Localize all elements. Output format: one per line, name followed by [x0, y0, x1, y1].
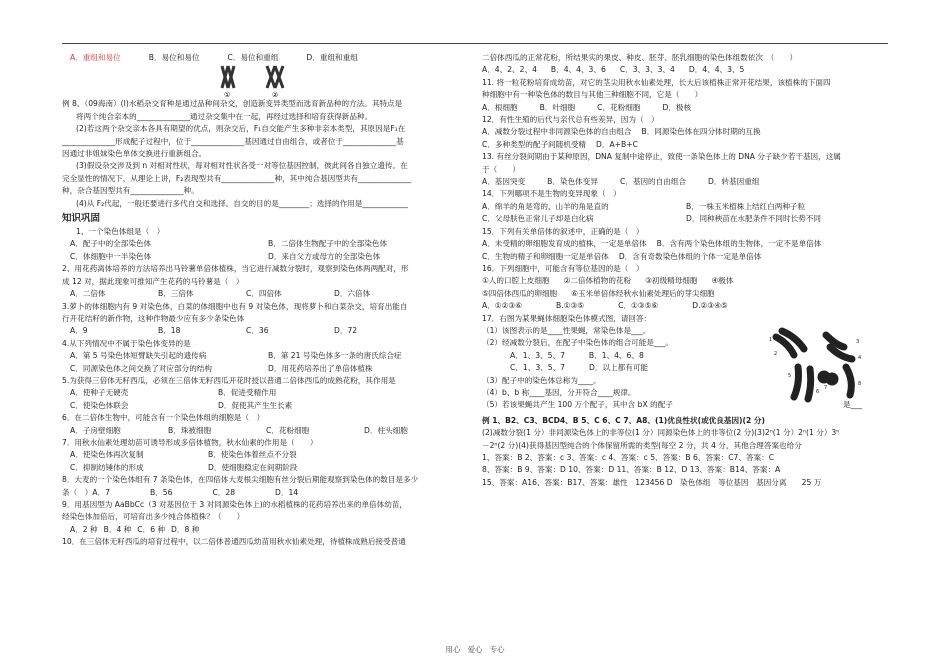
chromosome-label: 7: [824, 384, 828, 391]
text-line: 种细胞中有一种染色体的数目与其他三种细胞不同，它是（ ）: [482, 90, 703, 100]
chromosome-label: 1: [769, 336, 773, 343]
option: D．以上都有可能: [589, 363, 649, 373]
header-rule: [62, 43, 888, 44]
section-title: 知识巩固: [62, 213, 101, 225]
top-options: [62, 52, 470, 64]
option: ⑥玉米单倍体经秋水仙素处理后的芽尖细胞: [571, 288, 715, 298]
option: D．六倍体: [334, 289, 371, 299]
question-2: 2、用花药离体培养的方法培养出马铃薯单倍体植株，当它进行减数分裂时，观察到染色体两两配对，形: [62, 264, 409, 274]
answer-line: 1、答案：B 2、答案：c 3、答案：c 4、答案：c 5、答案：B 6、答案：C7、答案：C: [482, 453, 775, 462]
option: B．含有两个染色体组的生物体，一定不是单倍体: [656, 239, 822, 249]
option-c: C．易位和重组: [227, 53, 279, 62]
text-line: 是___: [843, 400, 862, 410]
option: C．6 种: [137, 524, 166, 534]
answer-line: 15、答案：A16、答案：B17、答案：雄性 123456 D 染色体组 等位基因 基因分离 25 万: [482, 477, 822, 487]
figure-label-1: ①: [224, 91, 231, 99]
question-4: 4.从下列情况中不属于染色体变异的是: [62, 338, 191, 348]
option: C．同源染色体之间交换了对应部分的结构: [70, 363, 212, 373]
option: C．多种类型的配子间随机受精: [482, 139, 587, 149]
chromosome-label: 8: [858, 380, 862, 387]
option: D．A+B+C: [596, 139, 638, 149]
chromosome-label: 5: [788, 372, 792, 379]
option: A．子房壁细胞: [70, 425, 121, 435]
option: D．同种秧苗在水肥条件不同时长势不同: [686, 214, 821, 224]
option: A．减数分裂过程中非同源染色体的自由组合: [482, 127, 632, 137]
option: C．①③⑤⑥: [618, 301, 659, 311]
option: A．使染色体再次复制: [70, 450, 144, 460]
question-17: [482, 313, 892, 412]
question-3: 3.萝卜的体细胞内有 9 对染色体，白菜的体细胞中也有 9 对染色体，现将萝卜和白菜杂交，培育出能自: [62, 301, 408, 311]
answer-line: 例 1、B2、C3、BCD4、B 5、C 6、C 7、A8、(1)优良性状(或优良基因)(2 分): [482, 415, 765, 425]
chromosome-label: 6: [816, 388, 820, 395]
text-line: （5）若该果蝇共产生 100 万个配子，其中含 bX 的配子: [482, 400, 673, 410]
option: ②二倍体植物的花粉: [563, 276, 632, 286]
option: B．促进受精作用: [218, 388, 277, 398]
answer-line: 8、答案：B 9、答案：D 10、答案：D 11、答案：B 12、D 13、答案：B14、答案：A: [482, 465, 781, 475]
option-a: A．重组和易位: [70, 53, 121, 62]
question-10: 10．在三倍体无籽西瓜的培育过程中，以二倍体普通西瓜幼苗用秋水仙素处理，待植株成熟后接受普通: [62, 537, 406, 547]
option: A．2 种: [70, 524, 98, 534]
option: A．二倍体: [70, 289, 106, 299]
option: D．用花药培养出了单倍体植株: [268, 363, 373, 373]
text-line: 17．右图为某果蝇体细胞染色体模式图，请回答：: [482, 313, 652, 323]
option: D．含有奇数染色体组的个体一定是单倍体: [618, 251, 762, 261]
option: A．1、3、5、7: [510, 350, 565, 360]
option: B．同源染色体在四分体时期的互换: [641, 127, 761, 137]
text-line: 二倍体西瓜的正常花粉，所结果实的果皮、种皮、胚芽、胚乳细胞的染色体组数依次 （ ）: [482, 53, 798, 62]
chromosome-label: 4: [858, 354, 862, 361]
option: B.①③⑤: [556, 301, 585, 311]
option: A．未受精的卵细胞发育成的植株，一定是单倍体: [482, 239, 647, 249]
chromosome-label: 3: [856, 338, 860, 345]
option: D．促使其产生生长素: [218, 400, 293, 410]
option: C．36: [246, 326, 269, 336]
option: C．父母肤色正常儿子却是白化病: [482, 214, 594, 224]
option: B．一株玉米植株上结红白两种子粒: [686, 201, 806, 211]
answer-line: －2ⁿ(2 分)(4)获得基因型纯合的个体保留所需的类型(每空 2 分，共 4 分，其他合理答案也给分: [482, 440, 802, 450]
option: B．18: [158, 326, 181, 336]
text-line: 种，杂合基因型共有______________种。: [62, 186, 199, 196]
option: B．叶细胞: [539, 102, 576, 112]
text-line: 经染色体加倍后，可培育出多少纯合体植株？（ ）: [62, 512, 245, 522]
option-b: B．易位和易位: [148, 53, 200, 62]
text-line: 成 12 对，据此现象可推知产生花药的马铃薯是（ ）: [62, 276, 244, 286]
option: A．绵羊的角是弯的，山羊的角是直的: [482, 201, 609, 211]
option: D．转基因重组: [708, 177, 760, 187]
option: C．3、3、3、4: [619, 65, 675, 75]
text-line: (3)假设杂交涉及到 n 对相对性状，每对相对性状各受一对等位基因控制，彼此间各自独立遗传。在: [76, 161, 408, 171]
question-6: 6．在二倍体生物中，可能含有一个染色体组的细胞是（ ）: [62, 413, 265, 423]
option: C．28: [212, 487, 236, 497]
option: A．基因突变: [482, 177, 526, 187]
option: A．第 5 号染色体短臂缺失引起的遗传病: [70, 351, 207, 361]
question-12: 12．有性生殖的后代与亲代总有些差异，因为（ ）: [482, 115, 659, 125]
question-5: 5.为获得三倍体无籽西瓜，必须在三倍体无籽西瓜开花时授以普通二倍体西瓜的成熟花粉，其作用是: [62, 375, 396, 385]
option: D．4、4、3、5: [688, 65, 745, 75]
option: ①人的口腔上皮细胞: [482, 276, 550, 286]
option: D．14: [275, 487, 299, 497]
figure-label-2: ②: [272, 91, 279, 99]
option: A．使种子无硬壳: [70, 388, 129, 398]
text-line: 因通过非姐妹染色单体交换进行重新组合。: [62, 149, 207, 159]
option: ③初级精母细胞: [645, 276, 698, 286]
option: A．根细胞: [482, 102, 518, 112]
option: D.②③④⑤: [692, 301, 728, 311]
text-line: 行开花结籽的新作物，这种作物最少应有多少条染色体: [62, 313, 245, 323]
question-16: 16．下列细胞中，可能含有等位基因的是（ ）: [482, 263, 644, 273]
option: B．第 21 号染色体多一条的唐氏综合症: [268, 351, 402, 361]
option: A．4、2、2、4: [482, 65, 537, 75]
option: D．8 种: [171, 524, 200, 534]
question-1: 1、一个染色体组是（ ）: [76, 227, 165, 237]
text-line: (4)从 F₂代起，一般还要进行多代自交和选择。自交的目的是________；选择的作用是____________: [76, 198, 408, 208]
option: B．4 种: [103, 524, 132, 534]
option: D．来自父方或母方的全部染色体: [268, 251, 381, 261]
option: A．①②③⑥: [482, 301, 523, 311]
option: ④极体: [711, 276, 734, 286]
option: B．染色体变异: [547, 177, 598, 187]
text-line: ______________形成配子过程中，位于______________基因通过自由组合，或者位于______________基: [62, 136, 404, 146]
text-line: （2）经减数分裂后，在配子中染色体的组合可能是___。: [482, 338, 673, 348]
page-footer: 用心 爱心 专心: [445, 645, 505, 654]
chromosome-figure: [62, 64, 470, 98]
answer-section: [482, 415, 892, 489]
right-column: [482, 52, 892, 489]
text-line: （3）配子中的染色体总称为____。: [482, 375, 601, 385]
option: 条（ ）A．7: [62, 487, 110, 497]
option: C．基因的自由组合: [619, 177, 687, 187]
option: C．抑制纺锤体的形成: [70, 462, 144, 472]
option: A．9: [70, 326, 88, 336]
option-d: D．重组和重组: [306, 53, 358, 62]
option: D．极核: [662, 102, 692, 112]
option: B．二倍体生物配子中的全部染色体: [268, 239, 388, 249]
text-line: 于（ ）: [482, 164, 520, 174]
option: C．四倍体: [246, 289, 282, 299]
option: B．使染色体着丝点不分裂: [208, 450, 297, 460]
option: B．1、4、6、8: [588, 350, 644, 360]
option: C．生物的精子和卵细胞一定是单倍体: [482, 251, 609, 261]
option: B．三倍体: [158, 289, 194, 299]
option: ⑤四倍体西瓜的卵细胞: [482, 288, 558, 298]
option: D．使细胞稳定在间期阶段: [208, 462, 298, 472]
option: C．使染色体联会: [70, 400, 129, 410]
text-line: (2)若这两个杂交亲本各具有期望的优点，则杂交后，F₁自交能产生多种非亲本类型，其原因是F₁在: [76, 124, 406, 134]
question-7: 7．用秋水仙素处理幼苗可诱导形成多倍体植物，秋水仙素的作用是（ ）: [62, 437, 318, 447]
option: D．72: [334, 326, 358, 336]
left-column: [62, 52, 470, 549]
question-14: 14．下列哪项不是生物的变异现象（ ）: [482, 189, 621, 199]
answer-line: (2)减数分裂(1 分）非同源染色体上的非等位(1 分）同源染色体上的非等位(2 分)(3)2ⁿ(1 分）2ⁿ(1 分）3ⁿ: [482, 428, 840, 438]
chromosome-label: 2: [774, 350, 778, 357]
option: C．体细胞中一半染色体: [70, 251, 152, 261]
question-11: 11. 将一粒花粉培育成幼苗，对它的茎尖用秋水仙素处理，长大后该植株正常开花结果，该植株的下面四: [482, 77, 831, 87]
option: C．1、3、5、7: [510, 363, 566, 373]
text-line: 将两个纯合亲本的______________通过杂交集中在一起，再经过选择和培育获得新品种。: [76, 111, 373, 121]
question-9: 9．用基因型为 AaBbCc（3 对基因位于 3 对同源染色体上)的水稻植株的花药培养出来的单倍体幼苗，: [62, 500, 408, 509]
option: D．柱头细胞: [364, 425, 408, 435]
option: B．4、4、3、6: [550, 65, 606, 75]
example-8: [62, 98, 470, 210]
option: B．珠被细胞: [168, 425, 212, 435]
text-line: （4）b、b 称____基因，分开符合____规律。: [482, 387, 636, 397]
question-15: 15．下列有关单倍体的叙述中，正确的是（ ）: [482, 226, 644, 236]
option: C．花粉细胞: [597, 102, 641, 112]
text-line: 完全显性的情况下，从理论上讲，F₂表现型共有______________种，其中纯合基因型共有______________: [62, 173, 412, 183]
text-line: 例 8、（09海南）(Ⅰ)水稻杂交育种是通过品种间杂交，创造新变异类型而选育新品种的方法。其特点是: [62, 99, 403, 109]
question-13: 13. 有丝分裂间期由于某种原因，DNA 复制中途停止，致使一条染色体上的 DNA 分子缺少若干基因，这属: [482, 152, 841, 162]
fruit-fly-chromosome-figure: [764, 327, 874, 409]
text-line: （1）该图表示的是____性果蝇，常染色体是___。: [482, 325, 651, 335]
option: A．配子中的全部染色体: [70, 239, 152, 249]
option: C．花粉细胞: [266, 425, 310, 435]
option: B．56: [150, 487, 173, 497]
question-8: 8．大麦的一个染色体组有 7 条染色体，在四倍体大麦根尖细胞有丝分裂后期能观察到染色体的数目是多少: [62, 475, 419, 485]
